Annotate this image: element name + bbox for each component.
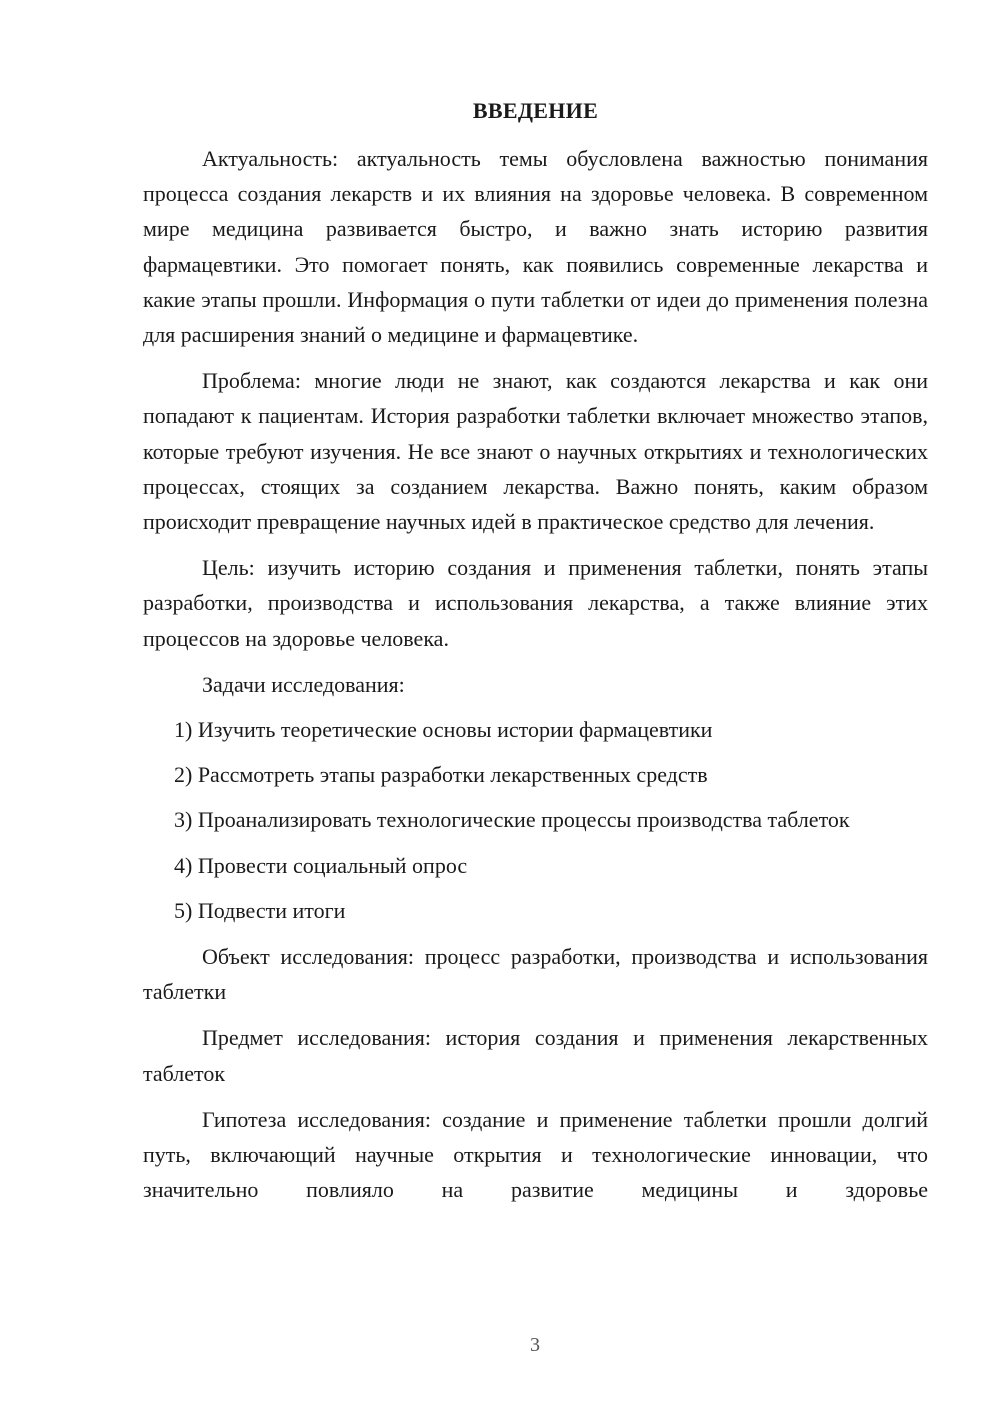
hypothesis-paragraph: Гипотеза исследования: создание и применение таблетки прошли долгий путь, включающий научные открытия и технологические инновации, что значительно повлияло на развитие медицины и здоровье	[143, 1106, 928, 1203]
section-heading: ВВЕДЕНИЕ	[472, 98, 599, 123]
task-item-3: 3) Проанализировать технологические процессы производства таблеток	[174, 807, 850, 833]
task-item-1: 1) Изучить теоретические основы истории фармацевтики	[174, 717, 713, 743]
relevance-paragraph: Актуальность: актуальность темы обусловлена важностью понимания процесса создания лекарств и их влияния на здоровье человека. В современном мире медицина развивается быстро, и важно знать историю развития фармацевтики. Это помогает понять, как появились современные лекарства и какие этапы прошли. Информация о пути таблетки от идеи до применения полезна для расширения знаний о медицине и фармацевтике.	[143, 146, 928, 348]
problem-paragraph: Проблема: многие люди не знают, как создаются лекарства и как они попадают к пациентам. История разработки таблетки включает множество этапов, которые требуют изучения. Не все знают о научных открытиях и технологических процессах, стоящих за созданием лекарства. Важно понять, каким образом происходит превращение научных идей в практическое средство для лечения.	[143, 368, 928, 535]
document-page	[143, 94, 928, 1207]
task-item-5: 5) Подвести итоги	[174, 897, 346, 923]
task-item-4: 4) Провести социальный опрос	[174, 852, 468, 878]
object-paragraph: Объект исследования: процесс разработки, производства и использования таблетки	[143, 944, 928, 1005]
page-number: 3	[530, 1334, 540, 1356]
task-item-2: 2) Рассмотреть этапы разработки лекарственных средств	[174, 762, 708, 788]
subject-paragraph: Предмет исследования: история создания и применения лекарственных таблеток	[143, 1025, 928, 1086]
tasks-intro: Задачи исследования:	[202, 671, 405, 697]
goal-paragraph: Цель: изучить историю создания и применения таблетки, понять этапы разработки, производства и использования лекарства, а также влияние этих процессов на здоровье человека.	[143, 555, 928, 651]
